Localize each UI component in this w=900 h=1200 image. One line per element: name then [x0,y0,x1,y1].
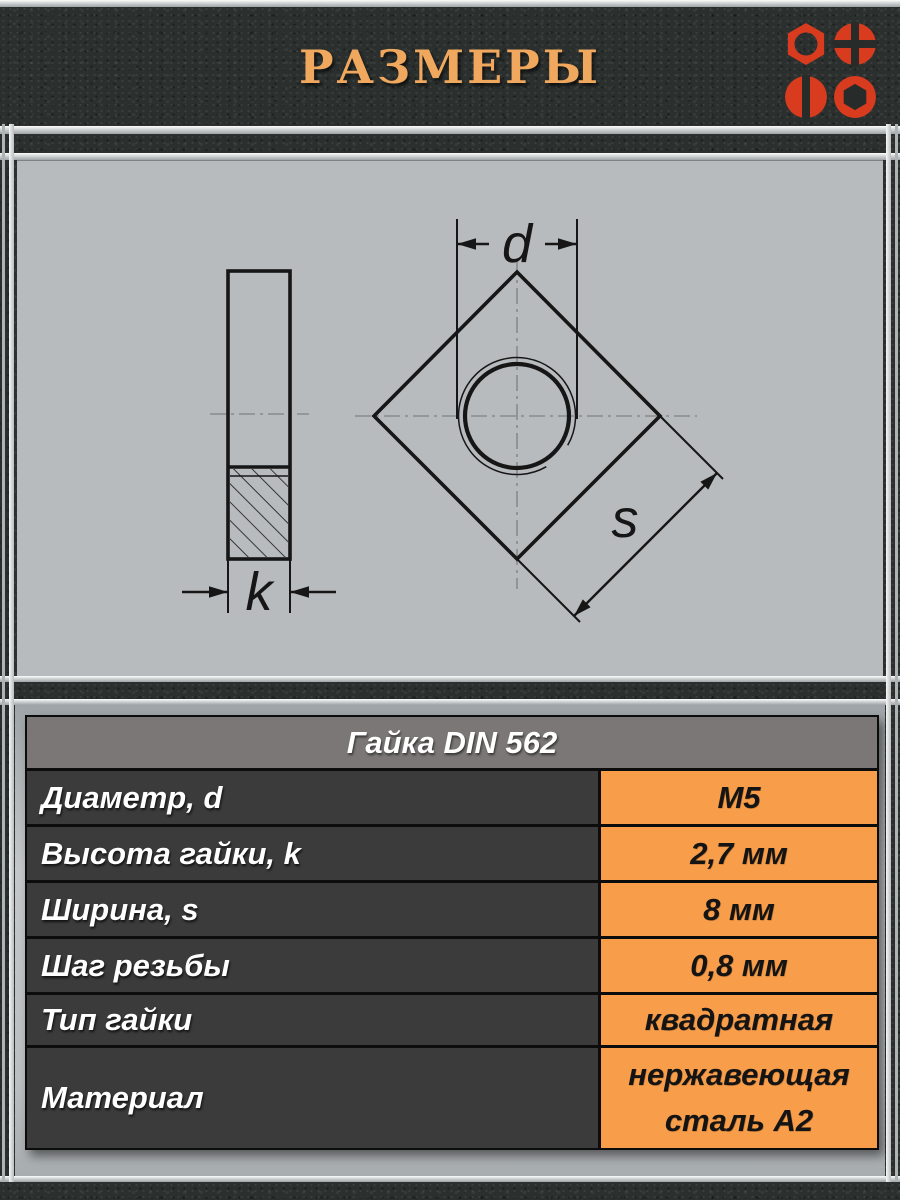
slotted-screw-icon [784,75,828,119]
frame-line-right [886,124,891,1182]
table-row [27,768,877,824]
row-value: 8 мм [598,883,877,936]
row-value: квадратная [598,995,877,1045]
table-row [27,1045,877,1148]
divider-dark-band [0,134,900,153]
spec-table-title: Гайка DIN 562 [27,717,877,768]
page-title: РАЗМЕРЫ [298,40,602,94]
divider-line [0,153,900,160]
frame-line-left [9,124,14,1182]
row-label: Диаметр, d [27,771,598,824]
frame-line-right-outer [895,124,898,1182]
row-value: 2,7 мм [598,827,877,880]
table-row [27,992,877,1045]
technical-drawing-panel [17,160,883,678]
row-label: Ширина, s [27,883,598,936]
row-value-line: нержавеющая [628,1057,850,1092]
table-row [27,880,877,936]
row-label: Тип гайки [27,995,598,1045]
nut-side-view [182,271,336,622]
spec-table-panel [15,705,885,1176]
frame-line-left-outer [2,124,5,1182]
hex-nut-icon [784,22,828,66]
spec-table [25,715,879,1150]
hex-socket-icon [833,75,877,119]
dim-d-label: d [501,214,533,274]
dim-s-label: s [611,489,639,549]
divider-dark-band [0,682,900,699]
row-value: 0,8 мм [598,939,877,992]
row-label: Высота гайки, k [27,827,598,880]
row-label: Шаг резьбы [27,939,598,992]
top-frame-strip [0,0,900,7]
bottom-dark-band [0,1182,900,1200]
nut-drawing [17,161,883,677]
fastener-icon-grid [784,22,884,122]
row-value [598,1048,877,1148]
nut-top-view [355,214,723,622]
phillips-screw-icon [833,22,877,66]
row-value-line: сталь А2 [664,1103,814,1138]
row-label: Материал [27,1048,598,1148]
row-value: М5 [598,771,877,824]
table-row [27,824,877,880]
table-row [27,936,877,992]
dim-k-label: k [245,562,273,622]
divider-line [0,126,900,134]
header-band [0,7,900,126]
